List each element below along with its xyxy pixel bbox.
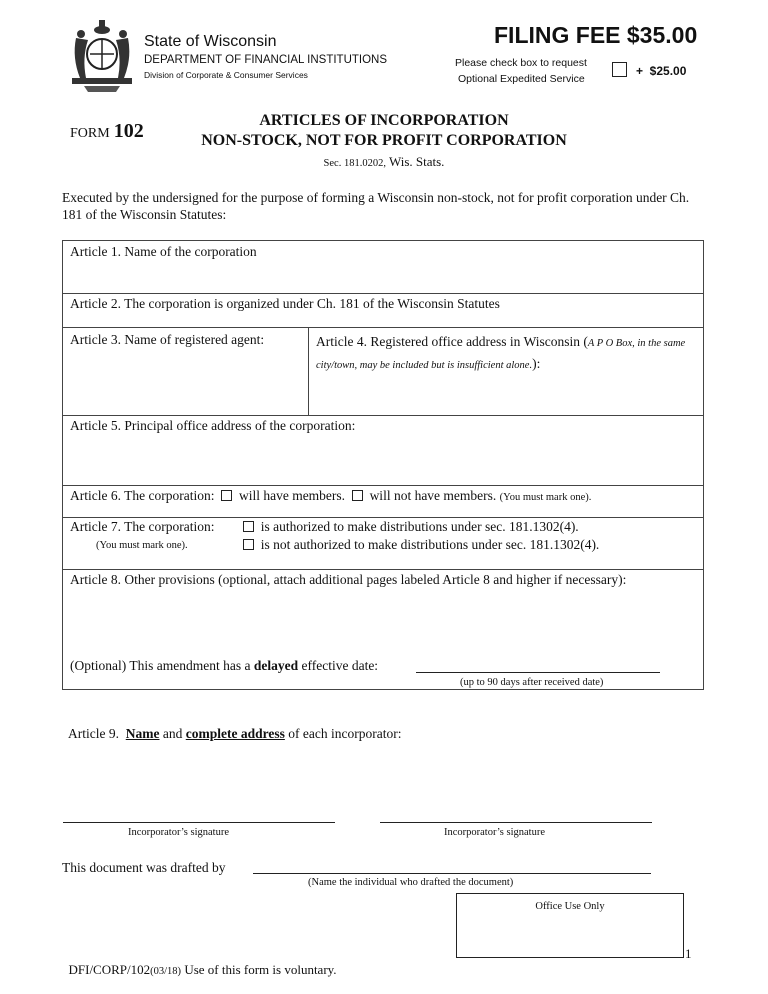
form-number: 102 — [113, 120, 144, 142]
article-3-4-divider — [308, 328, 309, 416]
article-1-label: Article 1. Name of the corporation — [70, 244, 257, 259]
form-title-2: NON-STOCK, NOT FOR PROFIT CORPORATION — [201, 132, 567, 149]
distributions-not-authorized-text: is not authorized to make distributions under sec. 181.1302(4). — [260, 537, 600, 552]
distributions-authorized-checkbox[interactable] — [243, 521, 254, 532]
article-7-option-1 — [243, 519, 579, 535]
office-use-label: Office Use Only — [535, 901, 605, 912]
no-members-option: will not have members. — [369, 488, 497, 503]
no-members-checkbox[interactable] — [352, 490, 363, 501]
form-word: FORM — [70, 126, 110, 141]
optional-pre: (Optional) This amendment has a — [70, 658, 254, 673]
delayed-date-input[interactable] — [416, 672, 660, 673]
statute-name: Wis. Stats. — [385, 154, 445, 169]
article-9-post: of each incorporator: — [284, 726, 402, 741]
article-5-label: Article 5. Principal office address of the corporation: — [70, 418, 356, 433]
article-7-row — [62, 518, 704, 570]
article-8-row[interactable] — [62, 570, 704, 690]
optional-post: effective date: — [298, 658, 379, 673]
article-8-label: Article 8. Other provisions (optional, attach additional pages labeled Article 8 and higher if necessary): — [70, 572, 627, 587]
article-5-row[interactable] — [62, 416, 704, 486]
expedite-text-2: Optional Expedited Service — [458, 73, 585, 85]
state-name: State of Wisconsin — [144, 33, 277, 50]
article-2-label: Article 2. The corporation is organized under Ch. 181 of the Wisconsin Statutes — [70, 296, 500, 311]
article-9-name: Name — [125, 726, 160, 741]
optional-delayed: delayed — [253, 658, 299, 673]
article-6-content — [70, 488, 591, 504]
article-1-row[interactable] — [62, 240, 704, 294]
footer-code-post: Use of this form is voluntary. — [181, 962, 337, 977]
intro-paragraph: Executed by the undersigned for the purpose of forming a Wisconsin non-stock, not for profit corporation under Ch. 181 of the Wisconsin Statutes: — [62, 190, 690, 222]
distributions-not-authorized-checkbox[interactable] — [243, 539, 254, 550]
members-option: will have members. — [238, 488, 346, 503]
article-9-address: complete address — [185, 726, 285, 741]
article-3-4-row — [62, 328, 704, 416]
expedite-text-1: Please check box to request — [455, 57, 587, 69]
division-name: Division of Corporate & Consumer Services — [144, 70, 308, 80]
footer-code-date: (03/18) — [150, 966, 182, 977]
drafted-by-input[interactable] — [253, 873, 651, 874]
footer-code-pre: DFI/CORP/102 — [68, 962, 151, 977]
drafted-by-note: (Name the individual who drafted the document) — [308, 877, 514, 888]
article-7-note: (You must mark one). — [96, 540, 188, 551]
department-name: DEPARTMENT OF FINANCIAL INSTITUTIONS — [144, 54, 388, 66]
filing-fee: FILING FEE $35.00 — [494, 22, 698, 48]
signature-label-2: Incorporator’s signature — [444, 827, 545, 838]
delayed-date-line — [70, 658, 378, 674]
article-6-row — [62, 486, 704, 518]
article-7-label: Article 7. The corporation: — [70, 519, 215, 534]
article-4-main: Article 4. Registered office address in Wisconsin ( — [316, 334, 588, 349]
delayed-date-note: (up to 90 days after received date) — [460, 677, 604, 688]
article-4-note: A P O Box, in the same city/town, may be included but is insufficient alone. — [316, 338, 686, 371]
page-number: 1 — [685, 946, 692, 961]
article-7-option-2 — [243, 537, 599, 553]
signature-label-1: Incorporator’s signature — [128, 827, 229, 838]
form-title-1: ARTICLES OF INCORPORATION — [259, 112, 509, 129]
article-6-note: (You must mark one). — [499, 492, 592, 503]
article-6-label: Article 6. The corporation: — [70, 488, 215, 503]
office-use-box — [456, 893, 684, 958]
footer-code — [62, 946, 337, 978]
expedite-fee: + $25.00 — [636, 64, 687, 78]
distributions-authorized-text: is authorized to make distributions under sec. 181.1302(4). — [260, 519, 579, 534]
statute-ref — [0, 153, 768, 171]
state-seal-logo — [66, 16, 138, 94]
expedite-checkbox[interactable] — [612, 62, 627, 77]
signature-line-1[interactable] — [63, 822, 335, 823]
article-9-pre: Article 9. — [68, 726, 126, 741]
signature-line-2[interactable] — [380, 822, 652, 823]
drafted-by-label: This document was drafted by — [62, 860, 226, 875]
article-4-label — [316, 332, 696, 376]
statute-section: Sec. 181.0202, — [323, 158, 386, 169]
article-9-label — [62, 710, 401, 742]
members-checkbox[interactable] — [221, 490, 232, 501]
article-4-end: ): — [532, 356, 541, 371]
article-3-label: Article 3. Name of registered agent: — [70, 332, 265, 347]
article-9-mid: and — [159, 726, 186, 741]
article-2-row — [62, 294, 704, 328]
